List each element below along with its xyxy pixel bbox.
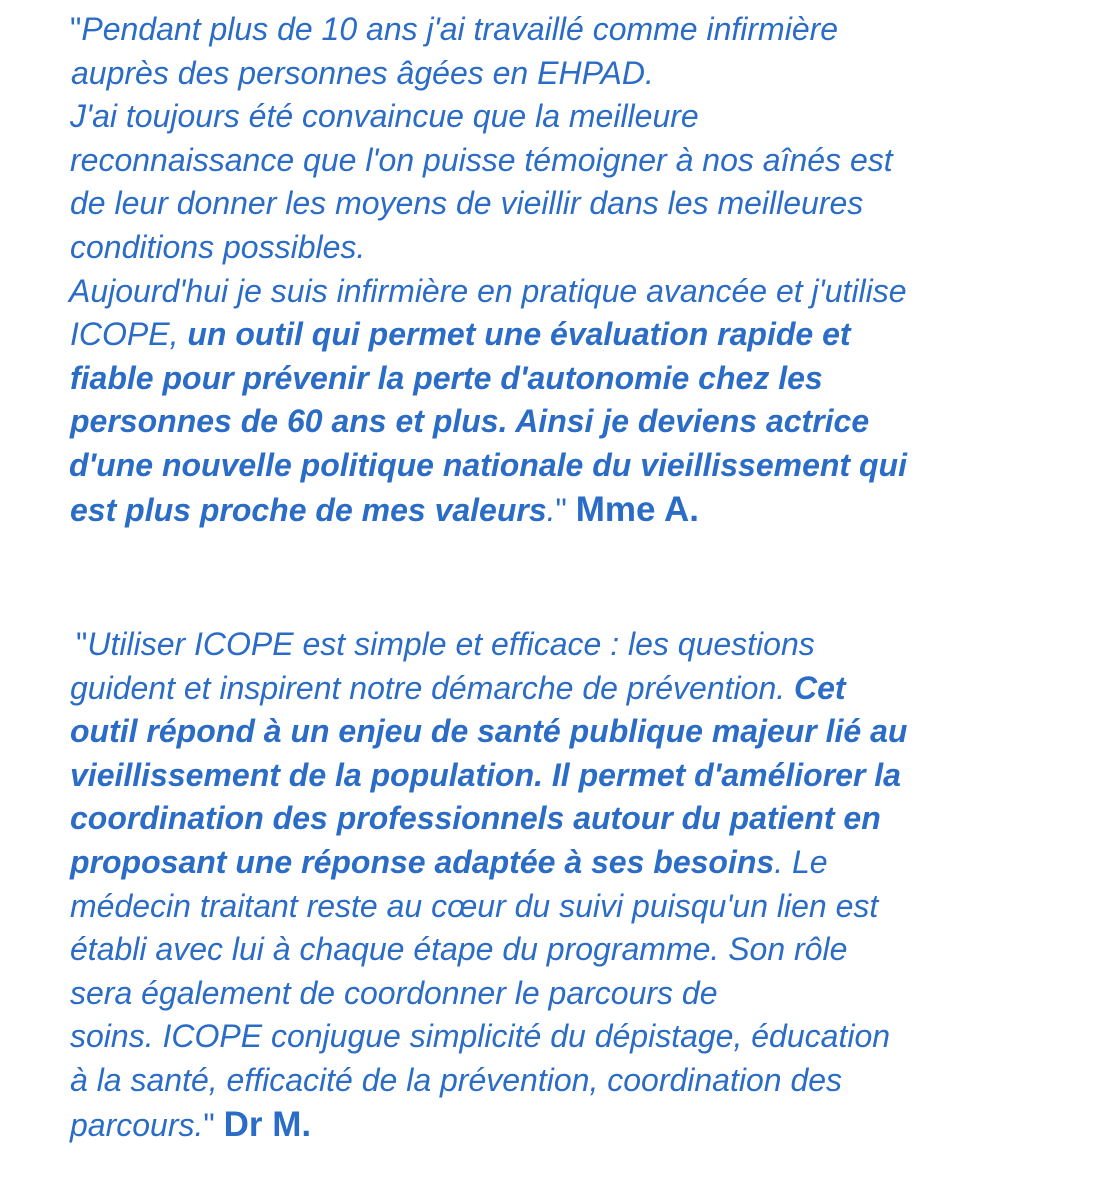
quote-line <box>0 754 1107 798</box>
quote-text: guident et inspirent notre démarche de prévention. <box>70 669 795 706</box>
quote-line <box>0 444 1107 488</box>
quote-line <box>0 400 1107 444</box>
quote-line <box>0 8 1107 52</box>
quote-text: Utiliser ICOPE est simple et efficace : les questions <box>87 626 815 662</box>
quote-line <box>0 841 1107 885</box>
quote-text: soins. ICOPE conjugue simplicité du dépistage, éducation <box>70 1018 891 1055</box>
quote-text: reconnaissance que l'on puisse témoigner à nos aînés est <box>70 141 893 178</box>
quote-line <box>0 270 1107 314</box>
author-signature: Mme A. <box>575 489 699 529</box>
quote-line <box>0 182 1107 226</box>
quote-line <box>0 928 1107 972</box>
quote-line <box>0 623 1107 667</box>
author-signature: Dr M. <box>223 1104 312 1144</box>
quote-text: J'ai toujours été convaincue que la meilleure <box>70 98 699 135</box>
quote-line <box>0 972 1107 1016</box>
testimonial-dr-m <box>0 623 1107 1146</box>
quote-line <box>0 52 1107 96</box>
quote-line <box>0 313 1107 357</box>
quote-mark: " <box>203 1106 224 1143</box>
quote-line <box>0 139 1107 183</box>
quote-line <box>0 1059 1107 1103</box>
quote-text: établi avec lui à chaque étape du programme. Son rôle <box>70 931 848 968</box>
quote-text: Pendant plus de 10 ans j'ai travaillé comme infirmière <box>81 11 839 47</box>
quote-text: parcours. <box>70 1106 204 1143</box>
quote-mark: " <box>70 11 82 47</box>
quote-emphasis: Cet <box>794 669 846 706</box>
quote-emphasis: fiable pour prévenir la perte d'autonomie chez les <box>70 359 823 396</box>
quote-line <box>0 1103 1107 1147</box>
quote-emphasis: outil répond à un enjeu de santé publique majeur lié au <box>70 713 908 750</box>
testimonial-mme-a <box>0 8 1107 531</box>
quote-emphasis: d'une nouvelle politique nationale du vieillissement qui <box>69 446 907 483</box>
quote-emphasis: vieillissement de la population. Il permet d'améliorer la <box>70 756 901 793</box>
quote-text: conditions possibles. <box>70 228 366 265</box>
quote-text: sera également de coordonner le parcours de <box>70 974 718 1011</box>
quote-line <box>0 357 1107 401</box>
quote-line <box>0 1015 1107 1059</box>
quote-text: Aujourd'hui je suis infirmière en pratique avancée et j'utilise <box>69 272 907 309</box>
quote-emphasis: un outil qui permet une évaluation rapide et <box>187 316 851 353</box>
quote-text: à la santé, efficacité de la prévention, coordination des <box>70 1061 843 1098</box>
quote-line <box>0 95 1107 139</box>
quote-mark: " <box>555 491 576 528</box>
quote-line <box>0 226 1107 270</box>
quote-line <box>0 885 1107 929</box>
quote-emphasis: personnes de 60 ans et plus. Ainsi je deviens actrice <box>70 403 870 440</box>
quote-line <box>0 710 1107 754</box>
quote-line <box>0 797 1107 841</box>
quote-text: . <box>546 491 556 528</box>
quote-emphasis: est plus proche de mes valeurs <box>70 491 547 528</box>
quote-emphasis: proposant une réponse adaptée à ses besoins <box>70 843 775 880</box>
quote-text: . Le <box>774 843 828 880</box>
quote-text: ICOPE, <box>70 316 188 353</box>
quote-text: auprès des personnes âgées en EHPAD. <box>71 54 654 91</box>
quote-emphasis: coordination des professionnels autour du patient en <box>70 800 881 837</box>
quote-mark: " <box>76 626 88 662</box>
quote-text: de leur donner les moyens de vieillir dans les meilleures <box>70 185 864 222</box>
quote-text: médecin traitant reste au cœur du suivi puisqu'un lien est <box>70 887 879 924</box>
quote-line <box>0 488 1107 532</box>
quote-line <box>0 667 1107 711</box>
